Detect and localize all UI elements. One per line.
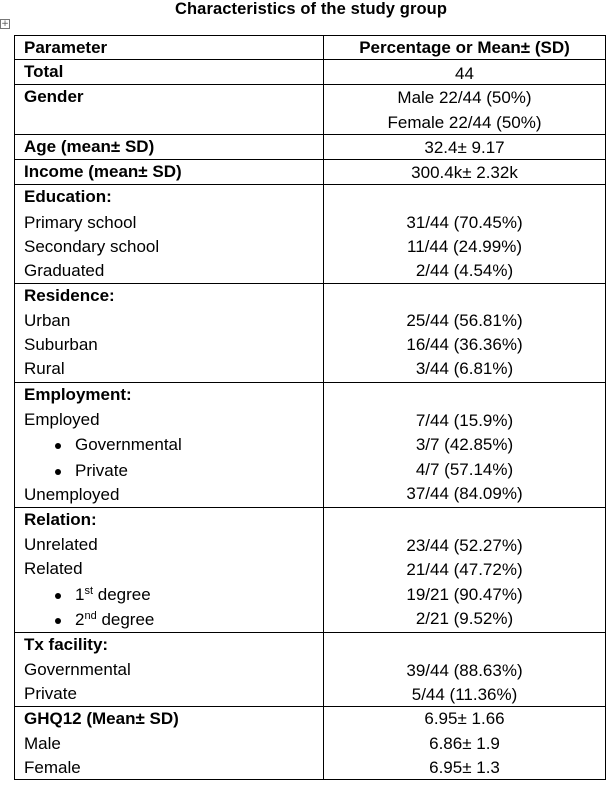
- first-degree-ordinal: st: [84, 585, 94, 597]
- ghq-female-value: 6.95± 1.3: [429, 758, 500, 777]
- header-value: Percentage or Mean± (SD): [359, 38, 570, 57]
- table-row-education: [14, 185, 606, 284]
- tx-item-value: 5/44 (11.36%): [411, 685, 518, 704]
- second-degree-number: 2: [75, 610, 85, 629]
- relation-second-degree-item: [15, 608, 315, 632]
- age-value-cell: [324, 135, 605, 159]
- income-value: 300.4k± 2.32k: [411, 163, 518, 182]
- table-row-ghq12: [14, 707, 606, 780]
- relation-second-degree-label: [75, 608, 154, 632]
- relation-first-degree-label: [75, 583, 151, 607]
- total-value-cell: [324, 60, 605, 84]
- table-row-tx-facility: [14, 633, 606, 707]
- residence-item-label: Suburban: [24, 335, 98, 354]
- first-degree-number: 1: [75, 585, 85, 604]
- education-item-value: 2/44 (4.54%): [415, 261, 514, 280]
- employment-private-value: 4/7 (57.14%): [415, 460, 514, 479]
- table-row-age: [14, 135, 606, 160]
- residence-value-cell: [324, 284, 605, 382]
- total-label-cell: [15, 60, 324, 84]
- relation-unrelated-value: 23/44 (52.27%): [406, 536, 523, 555]
- employment-unemployed-label: Unemployed: [24, 485, 120, 504]
- ghq-value-cell: [324, 707, 605, 779]
- relation-label: Relation:: [24, 510, 97, 529]
- bullet-icon: [55, 618, 61, 624]
- income-value-cell: [324, 160, 605, 184]
- table-row-total: [14, 60, 606, 85]
- gender-male-value: Male 22/44 (50%): [397, 88, 532, 107]
- income-label-cell: [15, 160, 324, 184]
- table-row-relation: [14, 508, 606, 633]
- employment-employed-value: 7/44 (15.9%): [415, 411, 514, 430]
- employment-label: Employment:: [24, 385, 132, 404]
- age-label: Age (mean± SD): [24, 137, 155, 156]
- residence-item-value: 25/44 (56.81%): [406, 311, 523, 330]
- first-degree-text: degree: [93, 585, 151, 604]
- education-value-cell: [324, 185, 605, 283]
- second-degree-ordinal: nd: [84, 610, 97, 622]
- table-row-employment: [14, 383, 606, 508]
- education-item-label: Primary school: [24, 213, 137, 232]
- education-item-label: Secondary school: [24, 237, 160, 256]
- age-value: 32.4± 9.17: [424, 138, 505, 157]
- bullet-icon: [55, 593, 61, 599]
- tx-item-value: 39/44 (88.63%): [406, 661, 523, 680]
- ghq-female-label: Female: [24, 758, 81, 777]
- employment-label-cell: [15, 383, 324, 507]
- header-parameter-cell: [15, 36, 324, 59]
- relation-unrelated-label: Unrelated: [24, 535, 98, 554]
- tx-label-cell: [15, 633, 324, 706]
- relation-related-value: 21/44 (47.72%): [406, 560, 523, 579]
- employment-value-cell: [324, 383, 605, 507]
- residence-item-value: 3/44 (6.81%): [415, 359, 514, 378]
- table-header-row: [14, 35, 606, 60]
- second-degree-text: degree: [96, 610, 155, 629]
- ghq-male-value: 6.86± 1.9: [429, 734, 500, 753]
- table-move-handle-icon[interactable]: +: [1, 19, 9, 29]
- relation-related-label: Related: [24, 559, 83, 578]
- employment-private-label: Private: [75, 461, 128, 480]
- employment-employed-label: Employed: [24, 410, 100, 429]
- ghq-value: 6.95± 1.66: [424, 709, 505, 728]
- gender-label: Gender: [24, 87, 84, 106]
- residence-item-label: Rural: [24, 359, 65, 378]
- ghq-label: GHQ12 (Mean± SD): [24, 709, 179, 728]
- education-item-value: 31/44 (70.45%): [406, 213, 523, 232]
- header-parameter: Parameter: [24, 38, 108, 57]
- table-row-residence: [14, 284, 606, 383]
- gender-label-cell: [15, 85, 324, 134]
- tx-item-label: Private: [24, 684, 77, 703]
- total-value: 44: [455, 64, 474, 83]
- relation-first-degree-value: 19/21 (90.47%): [406, 585, 523, 604]
- education-item-label: Graduated: [24, 261, 105, 280]
- tx-item-label: Governmental: [24, 660, 131, 679]
- header-value-cell: [324, 36, 605, 59]
- table-row-income: [14, 160, 606, 185]
- residence-item-label: Urban: [24, 311, 71, 330]
- income-label: Income (mean± SD): [24, 162, 182, 181]
- tx-label: Tx facility:: [24, 635, 109, 654]
- residence-label: Residence:: [24, 286, 115, 305]
- education-label-cell: [15, 185, 324, 283]
- employment-private-item: [15, 459, 315, 483]
- residence-item-value: 16/44 (36.36%): [406, 335, 523, 354]
- relation-first-degree-item: [15, 583, 315, 607]
- gender-value-cell: [324, 85, 605, 134]
- total-label: Total: [24, 62, 64, 81]
- education-label: Education:: [24, 187, 112, 206]
- gender-female-value: Female 22/44 (50%): [387, 113, 542, 132]
- bullet-icon: [55, 469, 61, 475]
- ghq-male-label: Male: [24, 734, 61, 753]
- education-item-value: 11/44 (24.99%): [407, 237, 522, 256]
- table-title: Characteristics of the study group: [174, 0, 448, 18]
- ghq-label-cell: [15, 707, 324, 779]
- relation-value-cell: [324, 508, 605, 632]
- tx-value-cell: [324, 633, 605, 706]
- employment-unemployed-value: 37/44 (84.09%): [406, 484, 523, 503]
- employment-governmental-value: 3/7 (42.85%): [415, 435, 514, 454]
- residence-label-cell: [15, 284, 324, 382]
- age-label-cell: [15, 135, 324, 159]
- relation-label-cell: [15, 508, 324, 632]
- employment-governmental-label: Governmental: [75, 435, 182, 454]
- bullet-icon: [55, 443, 61, 449]
- employment-governmental-item: [15, 433, 315, 457]
- table-row-gender: [14, 85, 606, 135]
- relation-second-degree-value: 2/21 (9.52%): [415, 609, 514, 628]
